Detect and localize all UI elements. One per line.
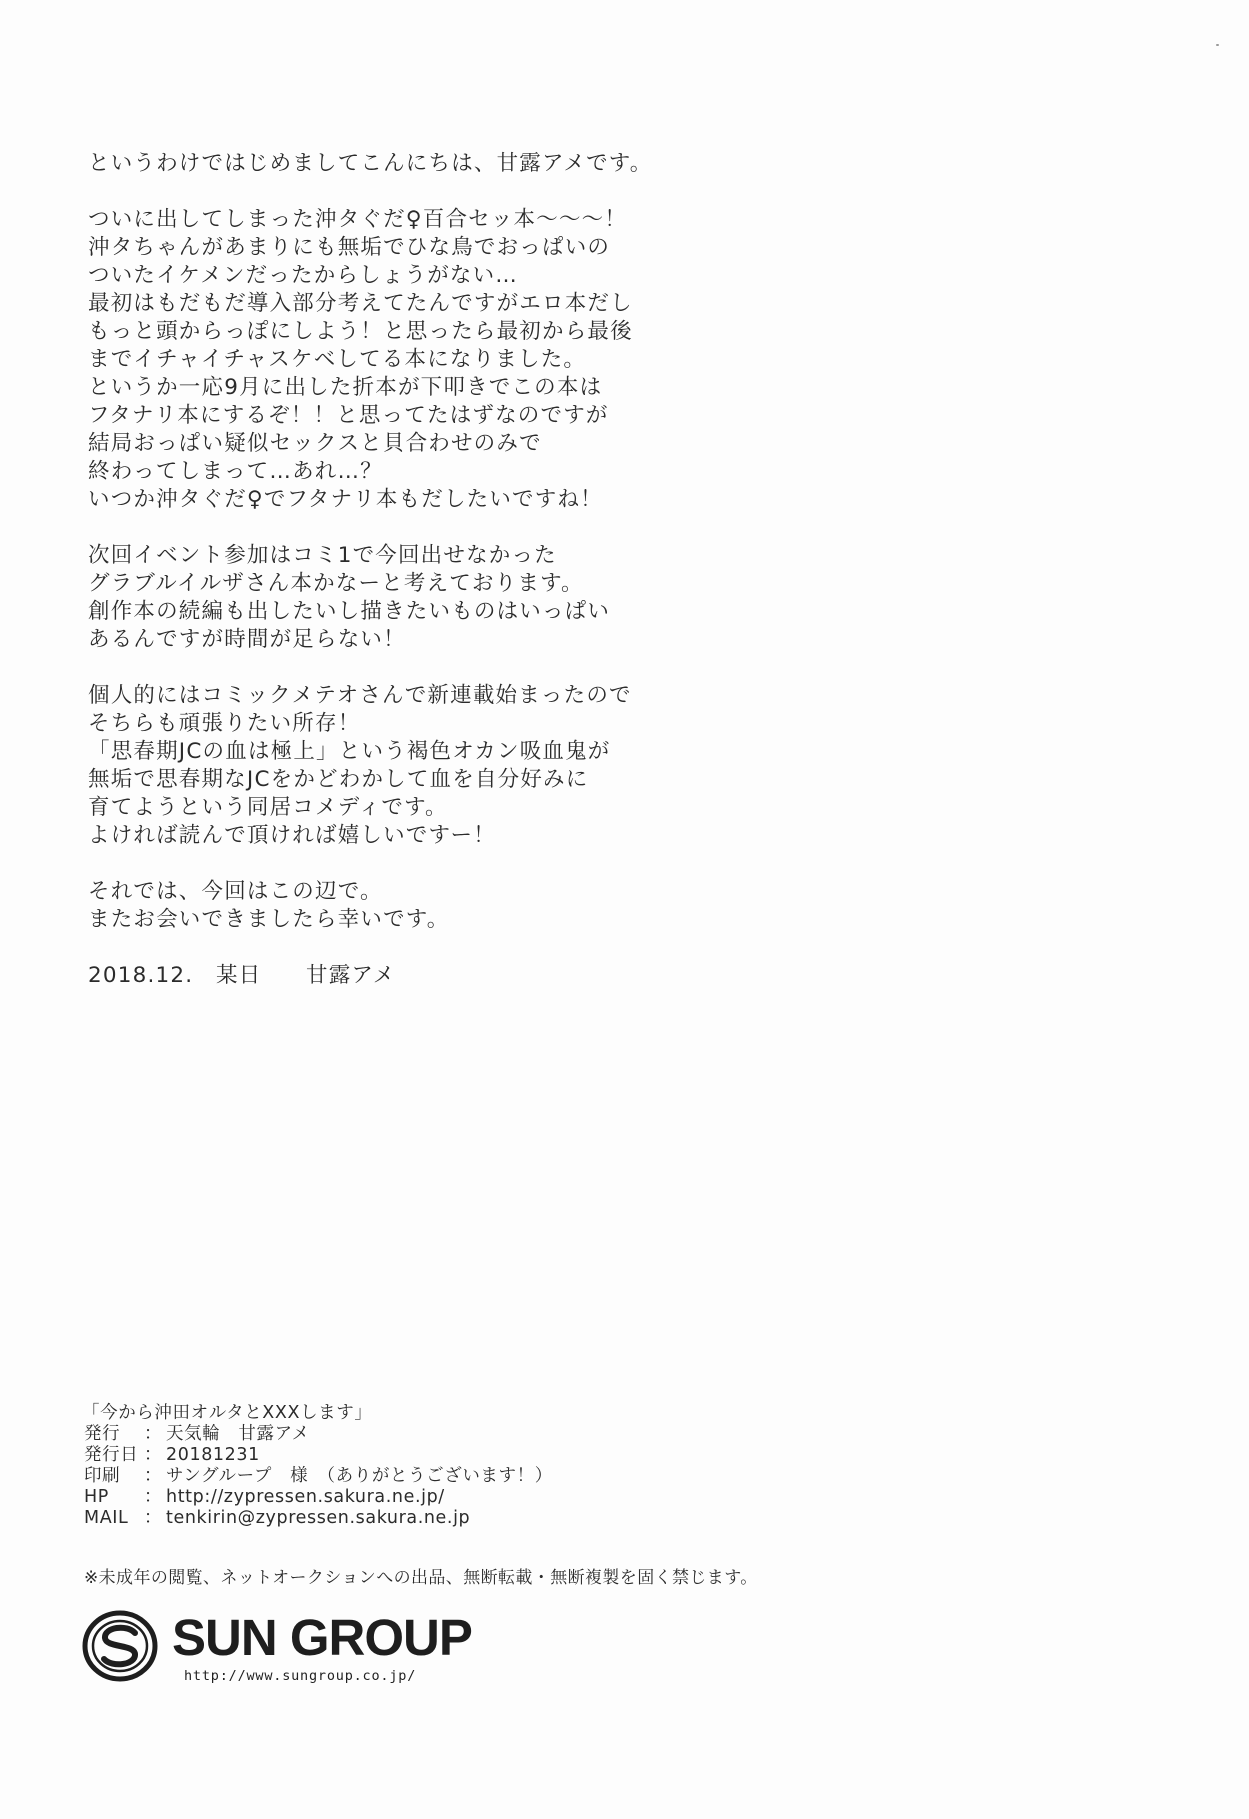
afterword-line: フタナリ本にするぞ！！と思ってたはずなのですが — [88, 403, 609, 428]
afterword-line: 育てようという同居コメディです。 — [88, 795, 448, 820]
afterword-line: それでは、今回はこの辺で。 — [88, 879, 383, 904]
afterword-line: グラブルイルザさん本かなーと考えております。 — [88, 571, 584, 596]
copyright-notice: ※未成年の閲覧、ネットオークションへの出品、無断転載・無断複製を固く禁じます。 — [84, 1568, 758, 1588]
afterword-line: 終わってしまって…あれ…？ — [88, 459, 383, 484]
colophon-row-mail — [84, 1508, 1184, 1529]
scan-speck — [1216, 44, 1219, 46]
colophon-label: MAIL — [84, 1508, 129, 1528]
sun-group-logo-icon — [82, 1608, 158, 1684]
afterword-line: 次回イベント参加はコミ1で今回出せなかった — [88, 543, 557, 568]
colophon-label: 発行日 — [84, 1445, 139, 1465]
afterword-line: もっと頭からっぽにしよう！と思ったら最初から最後 — [88, 319, 633, 344]
signature-date: 2018.12. 某日 — [88, 963, 262, 988]
homepage-link[interactable]: http://zypressen.sakura.ne.jp/ — [166, 1487, 445, 1507]
afterword-line: よければ読んで頂ければ嬉しいですー！ — [88, 823, 496, 848]
afterword-line: そちらも頑張りたい所存！ — [88, 711, 361, 736]
afterword-line: 結局おっぱい疑似セックスと貝合わせのみで — [88, 431, 542, 456]
colophon-value: サングループ 様 （ありがとうございます！） — [166, 1466, 553, 1486]
signature — [88, 962, 1168, 990]
colophon-separator: ： — [144, 1424, 163, 1444]
colophon-separator: ： — [144, 1487, 163, 1507]
afterword-paragraph — [88, 150, 1168, 178]
afterword-line: までイチャイチャスケベしてる本になりました。 — [88, 347, 587, 372]
afterword-line: ついたイケメンだったからしょうがない… — [88, 263, 519, 288]
colophon-row-date — [84, 1445, 1184, 1466]
colophon-label: 印刷 — [84, 1466, 121, 1486]
afterword-line: 沖タちゃんがあまりにも無垢でひな鳥でおっぱいの — [88, 235, 611, 260]
afterword-paragraph — [88, 542, 1168, 654]
colophon-row-publisher — [84, 1424, 1184, 1445]
colophon-label: 発行 — [84, 1424, 121, 1444]
colophon-value: 天気輪 甘露アメ — [166, 1424, 310, 1444]
afterword-line: というか一応9月に出した折本が下叩きでこの本は — [88, 375, 603, 400]
afterword-line: 創作本の続編も出したいし描きたいものはいっぱい — [88, 599, 611, 624]
colophon-row-printer — [84, 1466, 1184, 1487]
afterword-line: いつか沖タぐだ♀でフタナリ本もだしたいですね！ — [88, 487, 603, 512]
afterword-line: 「思春期JCの血は極上」という褐色オカン吸血鬼が — [88, 739, 611, 764]
afterword-line: 無垢で思春期なJCをかどわかして血を自分好みに — [88, 767, 589, 792]
afterword-line: というわけではじめましてこんにちは、甘露アメです。 — [88, 151, 653, 176]
colophon-separator: ： — [144, 1445, 163, 1465]
colophon-separator: ： — [144, 1508, 163, 1528]
colophon-separator: ： — [144, 1466, 163, 1486]
afterword-line: 最初はもだもだ導入部分考えてたんですがエロ本だし — [88, 291, 633, 316]
afterword-paragraph — [88, 878, 1168, 934]
afterword-line: ついに出してしまった沖タぐだ♀百合セッ本～～～！ — [88, 207, 628, 232]
afterword-line: 個人的にはコミックメテオさんで新連載始まったので — [88, 683, 632, 708]
logo-url[interactable]: http://www.sungroup.co.jp/ — [184, 1668, 417, 1684]
mail-link[interactable]: tenkirin@zypressen.sakura.ne.jp — [166, 1508, 471, 1528]
colophon-title: 「今から沖田オルタとXXXします」 — [82, 1403, 373, 1423]
afterword-paragraph — [88, 682, 1168, 850]
afterword-text — [88, 150, 1168, 990]
colophon-row-homepage — [84, 1487, 1184, 1508]
colophon-label: HP — [84, 1487, 109, 1507]
colophon — [84, 1403, 1184, 1529]
colophon-value: 20181231 — [166, 1445, 260, 1465]
afterword-line: またお会いできましたら幸いです。 — [88, 907, 450, 932]
afterword-paragraph — [88, 206, 1168, 514]
logo-name: SUN GROUP — [172, 1609, 472, 1666]
afterword-line: あるんですが時間が足らない！ — [88, 627, 406, 652]
sun-group-logo — [82, 1606, 502, 1696]
signature-author: 甘露アメ — [306, 963, 396, 988]
